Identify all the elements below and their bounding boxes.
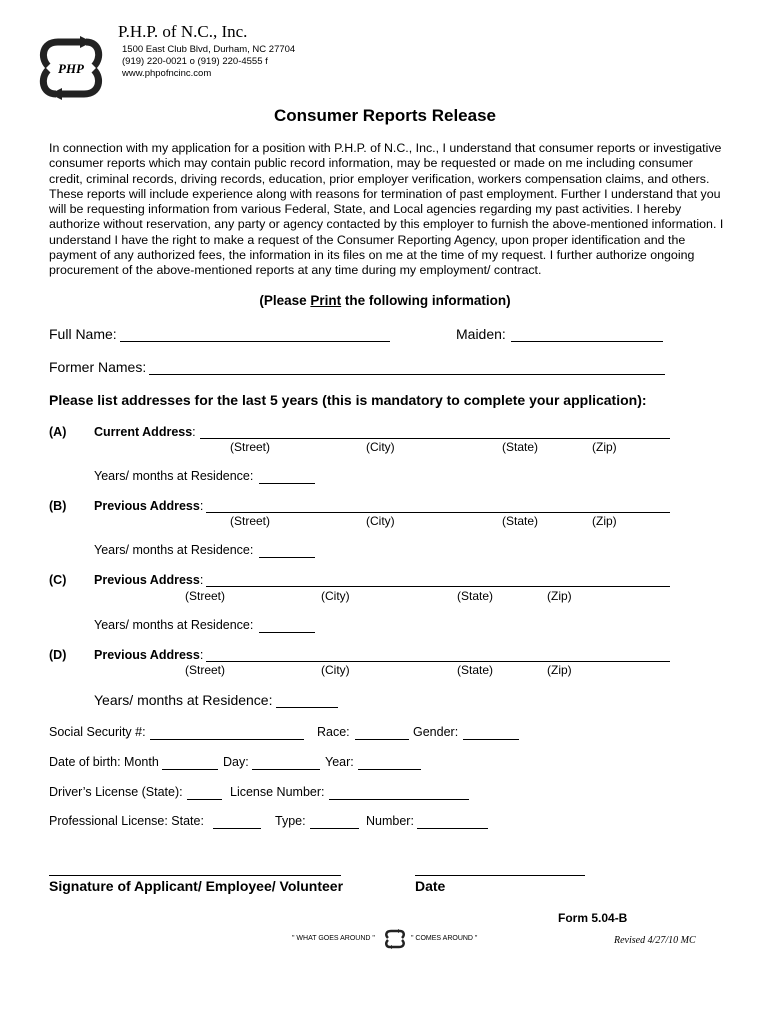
dl-state-field[interactable] [187,799,222,800]
signature-label: Signature of Applicant/ Employee/ Volunteer [49,878,344,894]
form-number: Form 5.04-B [558,911,628,925]
former-names-label: Former Names: [49,359,147,375]
footer-logo [384,929,406,949]
print-note-emphasis: Print [310,293,342,308]
address-a-letter: (A) [49,425,67,439]
page-title: Consumer Reports Release [273,106,497,125]
address-c-city: (City) [321,589,350,603]
revised-note: Revised 4/27/10 MC [614,935,696,946]
intro-paragraph: In connection with my application for a position with P.H.P. of N.C., Inc., I understand that consumer reports or investigative consumer reports which may contain public record information, may be requested or made on me including consumer credit, criminal records, driving records, education, prior employer verification, workers compensation claims, and others. These reports will include experience along with reasons for termination of past employment. Further I understand that you will be requesting information from various Federal, State, and Local agencies regarding my past activities. I hereby authorize without reservation, any party or agency contacted by this employer to furnish the above-mentioned information. I understand I have the right to make a request of the Consumer Reporting Agency, upon proper identification and the payment of any authorized fees, the information in its files on me at the time of my request. I further authorize ongoing procurement of the above-mentioned reports at any time during my employment/ contract. [49,141,724,278]
maiden-field[interactable] [511,341,663,342]
address-c-street: (Street) [185,589,226,603]
dob-day-field[interactable] [252,769,320,770]
print-instruction [0,293,770,308]
address-a-label [94,425,196,439]
company-name: P.H.P. of N.C., Inc. [118,22,248,41]
address-a-zip: (Zip) [592,440,617,454]
address-c-years-label: Years/ months at Residence: [94,618,254,632]
address-b-colon: : [199,499,204,513]
address-d-years-field[interactable] [276,707,338,708]
address-c-zip: (Zip) [547,589,572,603]
prof-license-state-label: Professional License: State: [49,814,204,828]
address-b-letter: (B) [49,499,67,513]
dl-state-label: Driver’s License (State): [49,785,183,799]
address-a-years-label: Years/ months at Residence: [94,469,254,483]
date-label: Date [415,878,446,894]
address-b-zip: (Zip) [592,514,617,528]
license-number-label: License Number: [230,785,325,799]
full-name-label: Full Name: [49,326,117,342]
address-a-field[interactable] [200,438,670,439]
address-b-field[interactable] [206,512,670,513]
race-field[interactable] [355,739,409,740]
print-note-prefix: (Please [259,293,311,308]
address-b-street: (Street) [230,514,271,528]
address-c-letter: (C) [49,573,67,587]
ssn-field[interactable] [150,739,304,740]
prof-license-number-field[interactable] [417,828,488,829]
address-a-street: (Street) [230,440,271,454]
address-b-label [94,499,203,513]
prof-license-type-field[interactable] [310,828,359,829]
prof-license-number-label: Number: [366,814,414,828]
company-logo [36,36,106,100]
address-a-years-field[interactable] [259,483,315,484]
dob-month-label: Date of birth: Month [49,755,159,769]
dob-month-field[interactable] [162,769,218,770]
address-d-city: (City) [321,663,350,677]
address-d-label-text: Previous Address [94,648,200,662]
address-c-field[interactable] [206,586,670,587]
address-c-years-field[interactable] [259,632,315,633]
address-b-years-field[interactable] [259,557,315,558]
company-phone: (919) 220-0021 o (919) 220-4555 f [122,56,268,67]
license-number-field[interactable] [329,799,469,800]
dob-year-label: Year: [325,755,354,769]
address-d-years-label: Years/ months at Residence: [94,692,273,708]
address-c-label-text: Previous Address [94,573,200,587]
address-b-label-text: Previous Address [94,499,200,513]
maiden-label: Maiden: [456,326,506,342]
logo-text: PHP [58,61,84,76]
prof-license-state-field[interactable] [213,828,261,829]
address-d-label [94,648,203,662]
full-name-field[interactable] [120,341,390,342]
gender-label: Gender: [413,725,459,739]
address-c-label [94,573,203,587]
address-c-colon: : [199,573,204,587]
address-a-city: (City) [366,440,395,454]
company-website: www.phpofncinc.com [122,68,212,79]
address-d-state: (State) [457,663,494,677]
address-b-city: (City) [366,514,395,528]
prof-license-type-label: Type: [275,814,306,828]
address-b-years-label: Years/ months at Residence: [94,543,254,557]
company-address: 1500 East Club Blvd, Durham, NC 27704 [122,44,296,55]
signature-field[interactable] [49,875,341,876]
address-d-zip: (Zip) [547,663,572,677]
address-d-letter: (D) [49,648,67,662]
dob-day-label: Day: [223,755,249,769]
slogan-left: " WHAT GOES AROUND " [292,935,375,942]
address-c-state: (State) [457,589,494,603]
former-names-field[interactable] [149,374,665,375]
address-a-colon: : [192,425,196,439]
race-label: Race: [317,725,350,739]
footer-logo-arrows-icon [384,929,406,949]
address-a-state: (State) [502,440,539,454]
ssn-label: Social Security #: [49,725,146,739]
address-d-field[interactable] [206,661,670,662]
slogan-right: " COMES AROUND " [411,935,478,942]
dob-year-field[interactable] [358,769,421,770]
address-d-street: (Street) [185,663,226,677]
address-b-state: (State) [502,514,539,528]
print-note-suffix: the following information) [341,293,511,308]
address-d-colon: : [199,648,204,662]
address-a-label-text: Current Address [94,425,193,439]
addresses-heading: Please list addresses for the last 5 years (this is mandatory to complete your application): [49,392,647,408]
date-field[interactable] [415,875,585,876]
gender-field[interactable] [463,739,519,740]
